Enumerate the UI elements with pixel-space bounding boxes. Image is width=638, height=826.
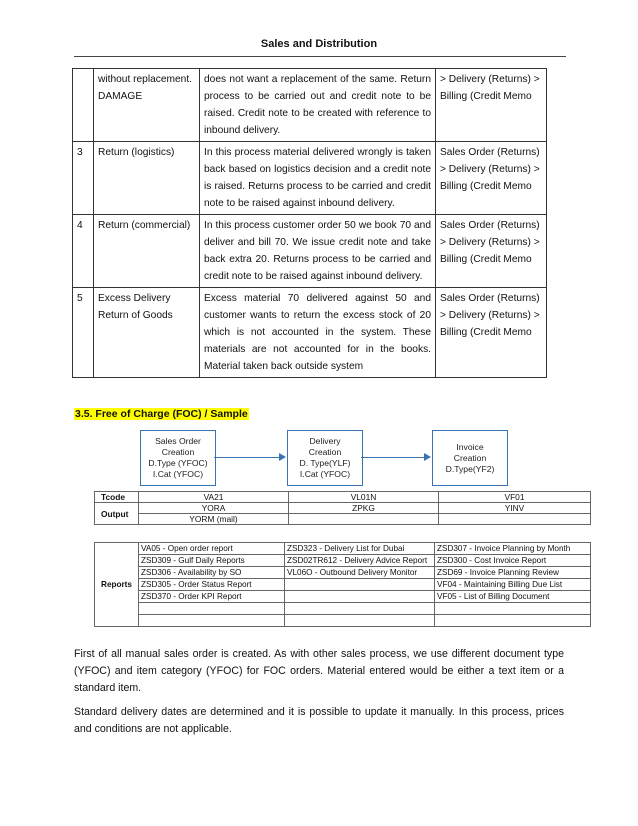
tcode-table bbox=[94, 491, 591, 525]
row-flow: Sales Order (Returns) > Delivery (Returns) > Billing (Credit Memo bbox=[436, 142, 547, 215]
report-cell: ZSD370 - Order KPI Report bbox=[139, 591, 285, 603]
report-cell: ZSD306 - Availability by SO bbox=[139, 567, 285, 579]
table-row bbox=[95, 603, 591, 615]
row-description: In this process customer order 50 we book 70 and deliver and bill 70. We issue credit note and take back extra 20. Returns process to be carried and credit note to be raised against inbound delivery. bbox=[200, 215, 436, 288]
reports-table bbox=[94, 542, 591, 627]
report-cell: VL06O - Outbound Delivery Monitor bbox=[285, 567, 435, 579]
flow-box-sales-order bbox=[140, 430, 216, 486]
output-cell bbox=[289, 514, 439, 525]
row-number bbox=[73, 69, 94, 142]
report-cell bbox=[435, 615, 591, 627]
body-paragraph-2: Standard delivery dates are determined and it is possible to update it manually. In this process, prices and conditions are not applicable. bbox=[74, 706, 564, 735]
row-type: Return (logistics) bbox=[94, 142, 200, 215]
table-row bbox=[95, 543, 591, 555]
report-cell: VF05 - List of Billing Document bbox=[435, 591, 591, 603]
table-row bbox=[95, 514, 591, 525]
report-cell: ZSD309 - Gulf Daily Reports bbox=[139, 555, 285, 567]
row-description: In this process material delivered wrongly is taken back based on logistics decision and a credit note is raised. Returns process to be carried and credit note to be raised against inbound delivery. bbox=[200, 142, 436, 215]
flow-arrow bbox=[214, 457, 284, 458]
flow-box-line: Creation bbox=[308, 447, 342, 457]
flow-box-line: D.Type (YFOC) bbox=[148, 458, 208, 468]
table-row bbox=[73, 288, 547, 378]
flow-box-line: Invoice bbox=[456, 441, 484, 452]
flow-box-line: Creation bbox=[453, 452, 487, 463]
reports-label: Reports bbox=[95, 543, 139, 627]
output-cell: YORA bbox=[139, 503, 289, 514]
row-number: 3 bbox=[73, 142, 94, 215]
flow-box-line: D.Type(YF2) bbox=[445, 463, 495, 474]
flow-box-delivery bbox=[287, 430, 363, 486]
flow-box-line: I.Cat (YFOC) bbox=[299, 469, 351, 479]
tcode-label: Tcode bbox=[95, 492, 139, 503]
report-cell bbox=[285, 579, 435, 591]
report-cell bbox=[139, 603, 285, 615]
output-label: Output bbox=[95, 503, 139, 525]
table-row bbox=[95, 591, 591, 603]
flow-box-line: Sales Order bbox=[155, 436, 201, 446]
output-cell: YINV bbox=[439, 503, 591, 514]
report-cell: ZSD305 - Order Status Report bbox=[139, 579, 285, 591]
table-row bbox=[73, 69, 547, 142]
report-cell: ZSD307 - Invoice Planning by Month bbox=[435, 543, 591, 555]
report-cell bbox=[139, 615, 285, 627]
page-header: Sales and Distribution bbox=[260, 38, 378, 50]
returns-table bbox=[72, 68, 547, 378]
tcode-cell: VF01 bbox=[439, 492, 591, 503]
tcode-cell: VA21 bbox=[139, 492, 289, 503]
table-row bbox=[73, 215, 547, 288]
report-cell: ZSD323 - Delivery List for Dubai bbox=[285, 543, 435, 555]
report-cell bbox=[285, 603, 435, 615]
row-description: Excess material 70 delivered against 50 and customer wants to return the excess stock of 20 which is not accounted in the system. These materials are not accounted for in the books. Material taken back outside system bbox=[200, 288, 436, 378]
report-cell: ZSD300 - Cost Invoice Report bbox=[435, 555, 591, 567]
flow-box-line: Creation bbox=[161, 447, 195, 457]
body-paragraph-1: First of all manual sales order is created. As with other sales process, we use different document type (YFOC) and item category (YFOC) for FOC orders. Material entered would be either a text item or a standard item. bbox=[74, 648, 564, 694]
row-description: does not want a replacement of the same. Return process to be carried out and credit note to be raised. Credit note to be created with reference to inbound delivery. bbox=[200, 69, 436, 142]
output-cell: ZPKG bbox=[289, 503, 439, 514]
table-row bbox=[95, 503, 591, 514]
row-flow: Sales Order (Returns) > Delivery (Returns) > Billing (Credit Memo bbox=[436, 288, 547, 378]
row-number: 5 bbox=[73, 288, 94, 378]
table-row bbox=[95, 555, 591, 567]
table-row bbox=[95, 579, 591, 591]
row-type: without replacement. DAMAGE bbox=[94, 69, 200, 142]
header-rule bbox=[74, 56, 566, 57]
row-type: Excess Delivery Return of Goods bbox=[94, 288, 200, 378]
row-type: Return (commercial) bbox=[94, 215, 200, 288]
report-cell: ZSD69 - Invoice Planning Review bbox=[435, 567, 591, 579]
table-row bbox=[95, 615, 591, 627]
flow-box-line: I.Cat (YFOC) bbox=[152, 469, 204, 479]
report-cell: ZSD02TR612 - Delivery Advice Report bbox=[285, 555, 435, 567]
report-cell bbox=[285, 591, 435, 603]
row-number: 4 bbox=[73, 215, 94, 288]
section-heading: 3.5. Free of Charge (FOC) / Sample bbox=[75, 408, 248, 420]
table-row bbox=[95, 567, 591, 579]
row-flow: Sales Order (Returns) > Delivery (Returns) > Billing (Credit Memo bbox=[436, 215, 547, 288]
report-cell bbox=[285, 615, 435, 627]
row-flow: > Delivery (Returns) > Billing (Credit Memo bbox=[436, 69, 547, 142]
report-cell: VF04 - Maintaining Billing Due List bbox=[435, 579, 591, 591]
output-cell: YORM (mail) bbox=[139, 514, 289, 525]
flow-box-line: Delivery bbox=[309, 436, 341, 446]
report-cell: VA05 - Open order report bbox=[139, 543, 285, 555]
output-cell bbox=[439, 514, 591, 525]
flow-box-line: D. Type(YLF) bbox=[299, 458, 351, 468]
flow-box-invoice bbox=[432, 430, 508, 486]
flow-arrow bbox=[361, 457, 429, 458]
report-cell bbox=[435, 603, 591, 615]
table-row bbox=[73, 142, 547, 215]
table-row bbox=[95, 492, 591, 503]
tcode-cell: VL01N bbox=[289, 492, 439, 503]
